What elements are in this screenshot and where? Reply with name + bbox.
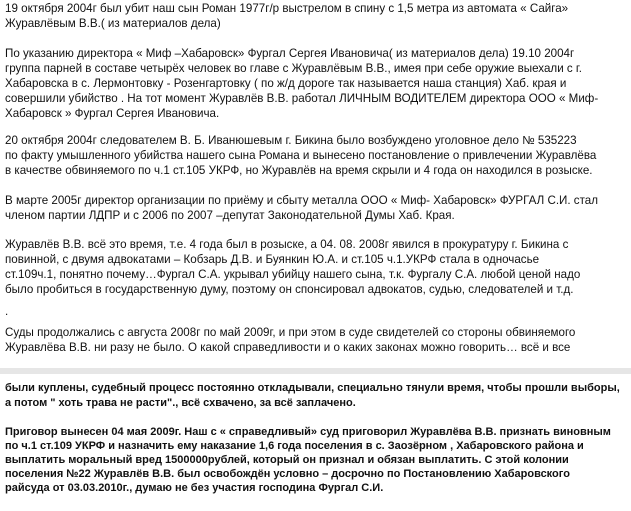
paragraph-2-line-3: Хабаровска в с. Лермонтовку - Розенгартовку ( по ж/д дороге так называется наша станция) Хаб. края и: [5, 77, 567, 90]
paragraph-8-line-1: были куплены, судебный процесс постоянно откладывали, специально тянули время, чтобы прошли выборы,: [5, 382, 620, 394]
paragraph-9-line-1: Приговор вынесен 04 мая 2009г. Наш с « справедливый» суд приговорил Журавлёва В.В. признать виновным: [5, 426, 611, 438]
paragraph-9-line-3: выплатить моральный вред 1500000рублей, который он признал и обязан выплатить. С этой колонии: [5, 454, 569, 466]
paragraph-4-line-2: членом партии ЛДПР и с 2006 по 2007 –депутат Законодательной Думы Хаб. Края.: [5, 209, 455, 222]
paragraph-5-line-2: повинной, с двумя адвокатами – Кобзарь Д.В. и Буянкин Ю.А. и ст.105 ч.1.УКРФ стала в одночасье: [5, 253, 540, 266]
paragraph-5-line-1: Журавлёв В.В. всё это время, т.е. 4 года был в розыске, а 04. 08. 2008г явился в прокуратуру г. Бикина с: [5, 238, 569, 251]
paragraph-4-line-1: В марте 2005г директор организации по приёму и сбыту металла ООО « Миф- Хабаровск» ФУРГАЛ С.И. стал: [5, 194, 599, 207]
paragraph-3-line-1: 20 октября 2004г следователем В. Б. Иванюшевым г. Бикина было возбуждено уголовное дело № 535223: [5, 134, 577, 147]
paragraph-3-line-2: по факту умышленного убийства нашего сына Романа и вынесено постановление о привлечении Журавлёва: [5, 149, 597, 162]
paragraph-3-line-3: в качестве обвиняемого по ч.1 ст.105 УКРФ, но Журавлёв на время скрыли и 4 года он находился в розыске.: [5, 164, 593, 177]
paragraph-2-line-1: По указанию директора « Миф –Хабаровск» Фургал Сергея Ивановича( из материалов дела) 19.10 2004г: [5, 47, 575, 60]
paragraph-9-line-5: райсуда от 03.03.2010г., думаю не без участия господина Фургал С.И.: [5, 482, 384, 494]
paragraph-1-line-1: 19 октября 2004г был убит наш сын Роман 1977г/р выстрелом в спину с 1,5 метра из автомата « Сайга»: [5, 2, 569, 15]
paragraph-2-line-5: Хабаровск » Фургал Сергея Ивановича.: [5, 107, 220, 120]
paragraph-1-line-2: Журавлёвым В.В.( из материалов дела): [5, 17, 221, 30]
paragraph-9-line-2: по ч.1 ст.109 УКРФ и назначить ему наказание 1,6 года поселения в с. Заозёрном , Хабаровского района и: [5, 440, 584, 452]
paragraph-8-line-2: а потом " хоть трава не расти"., всё схвачено, за всё заплачено.: [5, 397, 356, 409]
paragraph-7-line-1: Суды продолжались с августа 2008г по май 2009г, и при этом в суде свидетелей со стороны обвиняемого: [5, 326, 576, 339]
paragraph-2-line-4: совершили убийство . На тот момент Журавлёв В.В. работал ЛИЧНЫМ ВОДИТЕЛЕМ директора ООО « Миф-: [5, 92, 599, 105]
paragraph-2-line-2: группа парней в составе четырёх человек во главе с Журавлёвым В.В., имея при себе оружие выехали с г.: [5, 62, 582, 75]
paragraph-7-line-2: Журавлёва В.В. ни разу не было. О какой справедливости и о каких законах можно говорить… всё и все: [5, 341, 571, 354]
stray-dot: .: [5, 305, 9, 318]
section-divider: [0, 368, 631, 374]
paragraph-9-line-4: поселения №22 Журавлёв В.В. был освобождён условно – досрочно по Постановлению Хабаровского: [5, 468, 570, 480]
paragraph-5-line-3: ст.109ч.1, понятно почему…Фургал С.А. укрывал убийцу нашего сына, т.к. Фургалу С.А. любой ценой надо: [5, 268, 581, 281]
paragraph-5-line-4: было пробиться в государственную думу, поэтому он спонсировал адвокатов, судью, следователей и т.д.: [5, 283, 574, 296]
